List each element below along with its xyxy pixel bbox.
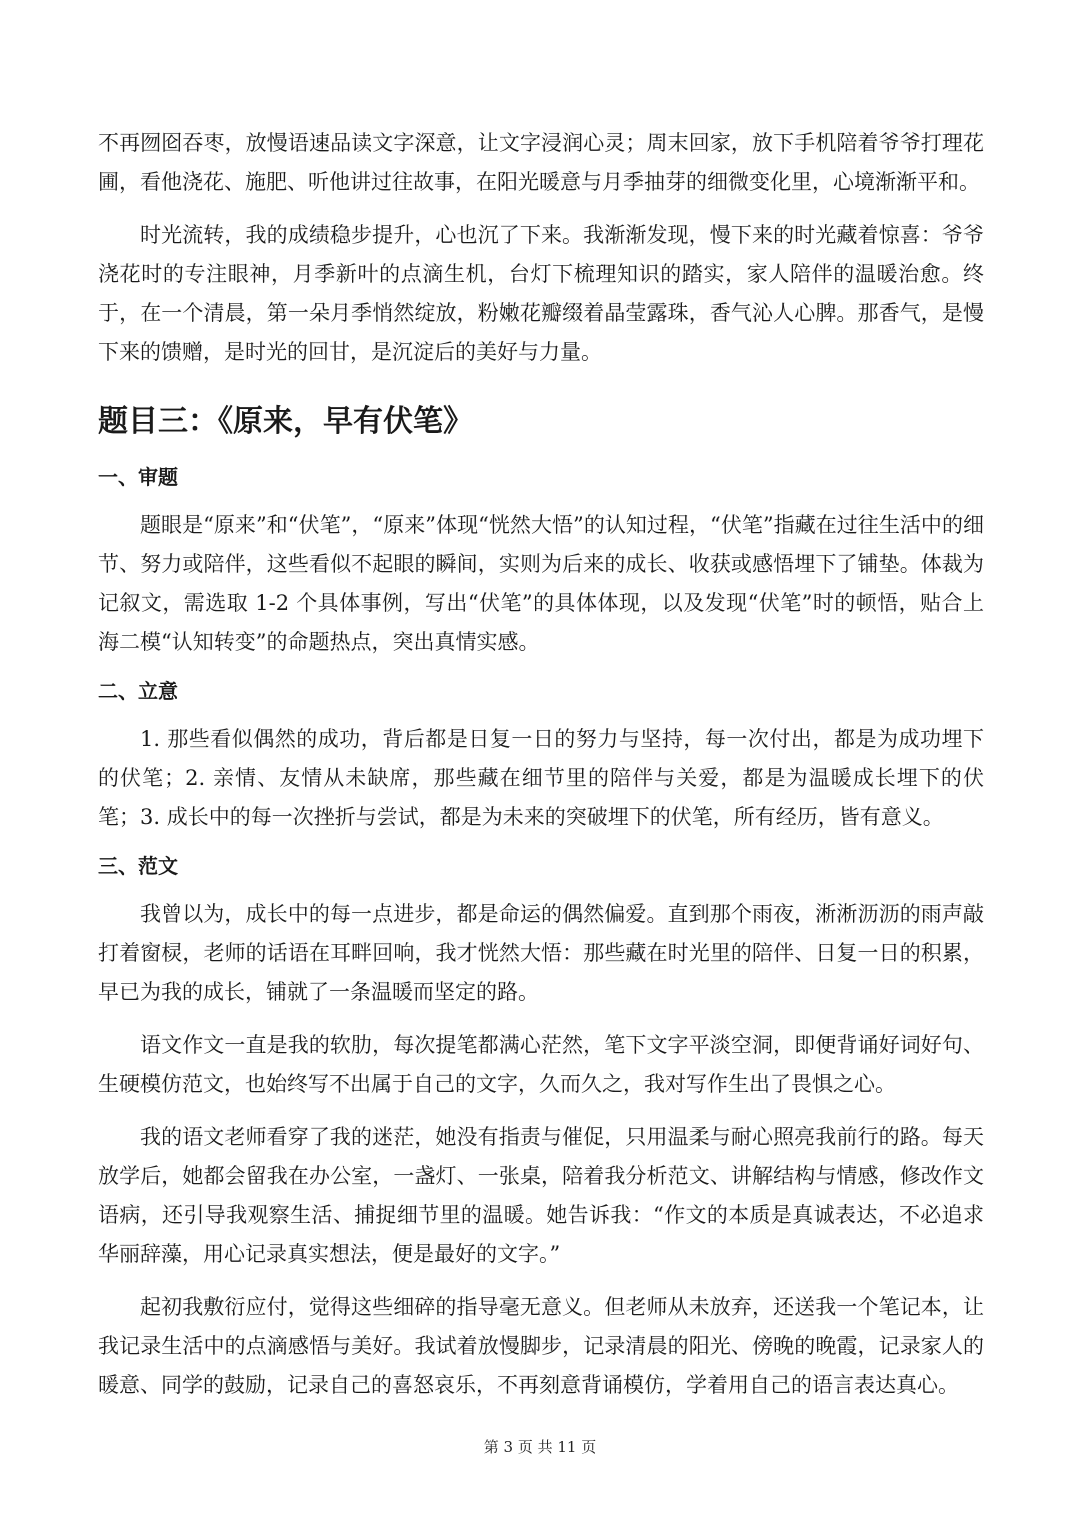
section-heading-fanwen: 三、范文 bbox=[98, 854, 178, 878]
section-heading-liyi: 二、立意 bbox=[98, 679, 178, 703]
essay-paragraph-2: 语文作文一直是我的软肋，每次提笔都满心茫然，笔下文字平淡空洞，即便背诵好词好句、生硬模仿范文，也始终写不出属于自己的文字，久而久之，我对写作生出了畏惧之心。 bbox=[98, 1033, 984, 1096]
section-body-shenti: 题眼是“原来”和“伏笔”，“原来”体现“恍然大悟”的认知过程，“伏笔”指藏在过往生活中的细节、努力或陪伴，这些看似不起眼的瞬间，实则为后来的成长、收获或感悟埋下了铺垫。体裁为记叙文，需选取 1-2 个具体事例，写出“伏笔”的具体体现，以及发现“伏笔”时的顿悟，贴合上海二模“认知转变”的命题热点，突出真情实感。 bbox=[98, 513, 984, 654]
intro-paragraph-1: 不再囫囵吞枣，放慢语速品读文字深意，让文字浸润心灵；周末回家，放下手机陪着爷爷打理花圃，看他浇花、施肥、听他讲过往故事，在阳光暖意与月季抽芽的细微变化里，心境渐渐平和。 bbox=[98, 131, 984, 194]
topic-title: 题目三：《原来，早有伏笔》 bbox=[98, 404, 473, 439]
essay-paragraph-1: 我曾以为，成长中的每一点进步，都是命运的偶然偏爱。直到那个雨夜，淅淅沥沥的雨声敲打着窗棂，老师的话语在耳畔回响，我才恍然大悟：那些藏在时光里的陪伴、日复一日的积累，早已为我的成长，铺就了一条温暖而坚定的路。 bbox=[98, 902, 984, 1004]
page-content bbox=[98, 124, 984, 1419]
page-number-footer: 第 3 页 共 11 页 bbox=[483, 1438, 597, 1456]
essay-paragraph-4: 起初我敷衍应付，觉得这些细碎的指导毫无意义。但老师从未放弃，还送我一个笔记本，让我记录生活中的点滴感悟与美好。我试着放慢脚步，记录清晨的阳光、傍晚的晚霞，记录家人的暖意、同学的鼓励，记录自己的喜怒哀乐，不再刻意背诵模仿，学着用自己的语言表达真心。 bbox=[98, 1295, 984, 1397]
section-heading-shenti: 一、审题 bbox=[98, 465, 178, 489]
intro-paragraph-2: 时光流转，我的成绩稳步提升，心也沉了下来。我渐渐发现，慢下来的时光藏着惊喜：爷爷浇花时的专注眼神，月季新叶的点滴生机，台灯下梳理知识的踏实，家人陪伴的温暖治愈。终于，在一个清晨，第一朵月季悄然绽放，粉嫩花瓣缀着晶莹露珠，香气沁人心脾。那香气，是慢下来的馈赠，是时光的回甘，是沉淀后的美好与力量。 bbox=[98, 223, 984, 364]
essay-paragraph-3: 我的语文老师看穿了我的迷茫，她没有指责与催促，只用温柔与耐心照亮我前行的路。每天放学后，她都会留我在办公室，一盏灯、一张桌，陪着我分析范文、讲解结构与情感，修改作文语病，还引导我观察生活、捕捉细节里的温暖。她告诉我：“作文的本质是真诚表达，不必追求华丽辞藻，用心记录真实想法，便是最好的文字。” bbox=[98, 1125, 984, 1266]
section-body-liyi: 1. 那些看似偶然的成功，背后都是日复一日的努力与坚持，每一次付出，都是为成功埋下的伏笔；2. 亲情、友情从未缺席，那些藏在细节里的陪伴与关爱，都是为温暖成长埋下的伏笔；3. 成长中的每一次挫折与尝试，都是为未来的突破埋下的伏笔，所有经历，皆有意义。 bbox=[98, 727, 984, 829]
